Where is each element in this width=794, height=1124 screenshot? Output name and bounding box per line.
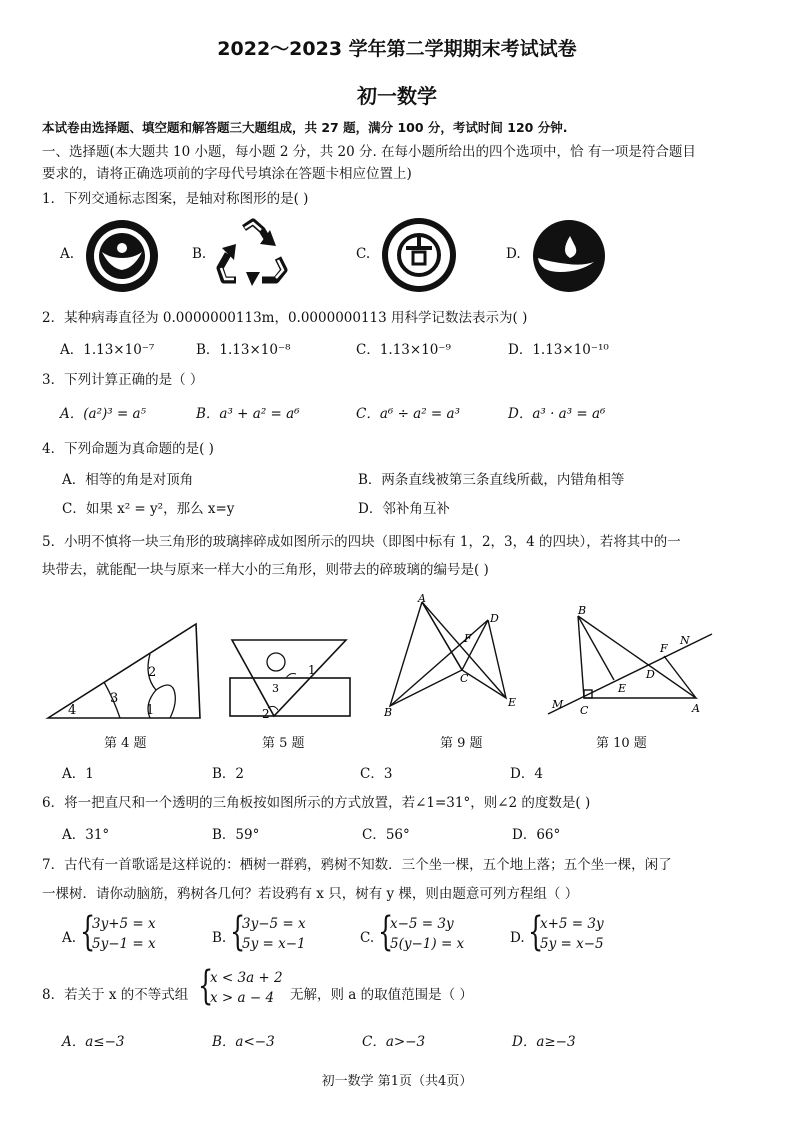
figure-9-caption: 第 9 题 xyxy=(440,736,483,751)
page-footer: 初一数学 第1页（共4页） xyxy=(321,1074,473,1089)
q6-option-d: D．66° xyxy=(512,827,561,843)
q7-option-c-system xyxy=(390,914,464,954)
q7-c-eq1: x−5 = 3y xyxy=(390,916,454,932)
q5-option-b: B．2 xyxy=(212,766,245,782)
q4-option-a: A．相等的角是对顶角 xyxy=(62,472,194,488)
q8-ineq1: x < 3a + 2 xyxy=(210,970,283,986)
fig4-label-2: 2 xyxy=(148,665,157,680)
question-5-text-line2: 块带去，就能配一块与原来一样大小的三角形，则带去的碎玻璃的编号是( ) xyxy=(42,562,489,578)
q8-option-a: A．a≤−3 xyxy=(62,1034,125,1050)
q4-option-d: D．邻补角互补 xyxy=(358,501,450,517)
q7-option-a-label: A. xyxy=(62,930,77,946)
q6-option-a: A．31° xyxy=(62,827,110,843)
exam-subtitle: 初一数学 xyxy=(357,84,437,108)
question-2-text: 2．某种病毒直径为 0.0000000113m，0.0000000113 用科学记数法表示为( ) xyxy=(42,310,528,326)
q7-option-d-system xyxy=(540,914,604,954)
figure-9-triangles xyxy=(384,594,524,720)
section1-instructions-line2: 要求的，请将正确选项前的字母代号填涂在答题卡相应位置上) xyxy=(42,166,412,182)
q1-option-c-label: C. xyxy=(356,246,371,262)
fig9-label-C: C xyxy=(460,672,469,685)
q8-option-c: C．a>−3 xyxy=(362,1034,426,1050)
fig9-label-D: D xyxy=(490,612,499,625)
q7-option-b-brace: { xyxy=(230,909,246,955)
fig10-label-E: E xyxy=(618,682,627,695)
q7-option-b-label: B. xyxy=(212,930,227,946)
q7-d-eq2: 5y = x−5 xyxy=(540,936,604,952)
figure-5-caption: 第 5 题 xyxy=(262,736,305,751)
question-1-text: 1．下列交通标志图案，是轴对称图形的是( ) xyxy=(42,191,309,207)
q7-option-d-label: D. xyxy=(510,930,525,946)
q8-option-d: D．a≥−3 xyxy=(512,1034,576,1050)
question-5-text-line1: 5．小明不慎将一块三角形的玻璃摔碎成如图所示的四块（即图中标有 1，2，3，4 的四块），若将其中的一 xyxy=(42,534,681,550)
exam-intro: 本试卷由选择题、填空题和解答题三大题组成，共 27 题，满分 100 分，考试时间 120 分钟. xyxy=(42,120,568,135)
q6-option-c: C．56° xyxy=(362,827,410,843)
q2-option-a: A．1.13×10⁻⁷ xyxy=(60,342,155,358)
fig5-label-1: 1 xyxy=(308,663,316,677)
traffic-sign-a-icon xyxy=(84,218,160,294)
question-8-suffix: 无解，则 a 的取值范围是（ ） xyxy=(290,987,473,1003)
q2-option-b: B．1.13×10⁻⁸ xyxy=(196,342,291,358)
q1-option-b-label: B. xyxy=(192,246,207,262)
question-8-prefix: 8．若关于 x 的不等式组 xyxy=(42,987,189,1003)
q2-option-d: D．1.13×10⁻¹⁰ xyxy=(508,342,609,358)
exam-title: 2022～2023 学年第二学期期末考试试卷 xyxy=(217,38,577,60)
q7-option-c-label: C. xyxy=(360,930,375,946)
q6-option-b: B．59° xyxy=(212,827,260,843)
q7-option-c-brace: { xyxy=(378,909,394,955)
fig10-label-F: F xyxy=(660,642,668,655)
question-7-text-line2: 一棵树．请你动脑筋，鸦树各几何？若设鸦有 x 只，树有 y 棵，则由题意可列方程组（ ） xyxy=(42,886,579,902)
fig9-label-E: E xyxy=(508,696,517,709)
fig10-label-N: N xyxy=(680,634,690,647)
fig4-label-1: 1 xyxy=(146,703,155,718)
q7-option-a-brace: { xyxy=(80,909,96,955)
q7-option-d-brace: { xyxy=(528,909,544,955)
q8-option-b: B．a<−3 xyxy=(212,1034,275,1050)
figure-4-broken-glass xyxy=(44,620,204,720)
q3-option-c: C．a⁶ ÷ a² = a³ xyxy=(356,406,460,422)
q8-inequality-system xyxy=(210,968,283,1008)
figure-5-ruler-triangle xyxy=(226,634,356,720)
q7-b-eq2: 5y = x−1 xyxy=(242,936,306,952)
q5-option-d: D．4 xyxy=(510,766,543,782)
traffic-sign-d-icon xyxy=(530,218,608,294)
q7-b-eq1: 3y−5 = x xyxy=(242,916,306,932)
q1-option-d-label: D. xyxy=(506,246,521,262)
q5-option-a: A．1 xyxy=(62,766,94,782)
fig4-label-3: 3 xyxy=(110,691,119,706)
q3-option-d: D．a³ · a³ = a⁶ xyxy=(508,406,606,422)
question-7-text-line1: 7．古代有一首歌谣是这样说的：栖树一群鸦，鸦树不知数．三个坐一棵，五个地上落；五个坐一棵，闲了 xyxy=(42,857,672,873)
figure-10-caption: 第 10 题 xyxy=(596,736,647,751)
q8-brace: { xyxy=(198,963,214,1009)
fig10-label-C: C xyxy=(580,704,589,717)
fig10-label-M: M xyxy=(552,698,564,711)
q7-a-eq2: 5y−1 = x xyxy=(92,936,156,952)
question-3-text: 3．下列计算正确的是（ ） xyxy=(42,372,204,388)
q3-option-a: A．(a²)³ = a⁵ xyxy=(60,406,147,422)
question-6-text: 6．将一把直尺和一个透明的三角板按如图所示的方式放置，若∠1=31°，则∠2 的度数是( ) xyxy=(42,795,591,811)
fig9-label-B: B xyxy=(384,706,393,719)
q1-option-a-label: A. xyxy=(60,246,75,262)
q4-option-b: B．两条直线被第三条直线所截，内错角相等 xyxy=(358,472,625,488)
fig10-label-D: D xyxy=(646,668,655,681)
fig10-label-B: B xyxy=(578,604,587,617)
fig9-label-A: A xyxy=(418,592,426,605)
q7-d-eq1: x+5 = 3y xyxy=(540,916,604,932)
section1-instructions-line1: 一、选择题(本大题共 10 小题，每小题 2 分，共 20 分. 在每小题所给出的四个选项中，恰 有一项是符合题目 xyxy=(42,144,696,160)
q7-c-eq2: 5(y−1) = x xyxy=(390,936,465,952)
q2-option-c: C．1.13×10⁻⁹ xyxy=(356,342,451,358)
figure-4-caption: 第 4 题 xyxy=(104,736,147,751)
figure-10-right-triangle xyxy=(548,602,716,720)
q4-option-c: C．如果 x² = y²，那么 x=y xyxy=(62,501,235,517)
q7-a-eq1: 3y+5 = x xyxy=(92,916,156,932)
fig5-label-2: 2 xyxy=(262,707,270,721)
fig9-label-F: F xyxy=(464,632,472,645)
traffic-sign-c-icon xyxy=(380,216,458,294)
q7-option-a-system xyxy=(92,914,156,954)
fig5-label-3: 3 xyxy=(272,682,279,695)
q3-option-b: B．a³ + a² = a⁶ xyxy=(196,406,300,422)
q5-option-c: C．3 xyxy=(360,766,393,782)
recycle-icon xyxy=(216,218,290,290)
fig10-label-A: A xyxy=(692,702,700,715)
fig4-label-4: 4 xyxy=(68,703,77,718)
q7-option-b-system xyxy=(242,914,306,954)
question-4-text: 4．下列命题为真命题的是( ) xyxy=(42,441,214,457)
q8-ineq2: x > a − 4 xyxy=(210,990,275,1006)
